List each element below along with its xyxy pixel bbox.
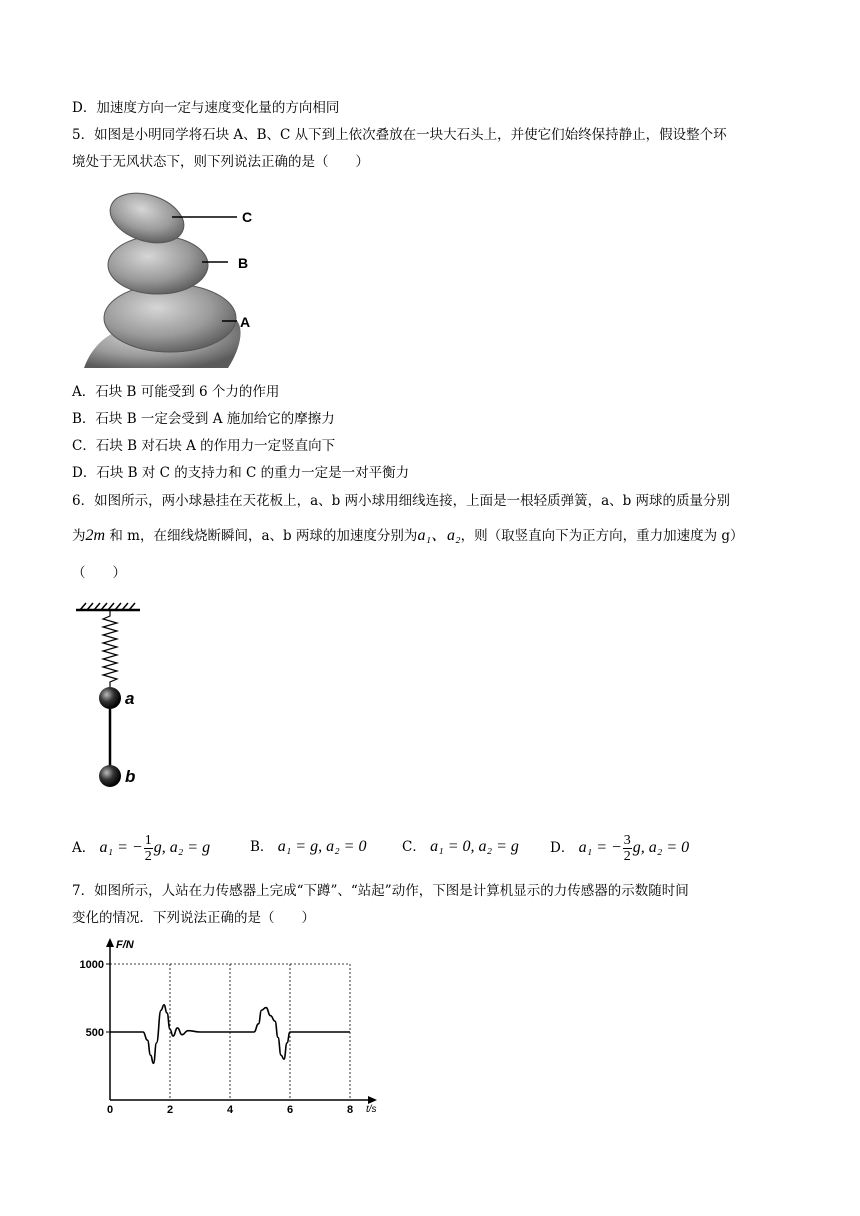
force-time-chart — [70, 935, 390, 1115]
stone-b — [108, 236, 208, 294]
spring — [103, 610, 117, 688]
x-tick-label: 8 — [346, 1104, 354, 1115]
q6-option-a: A． a₁ = − $\frac{1}{2}$ g, a₂ = g — [72, 833, 211, 864]
q7-stem-line2: 变化的情况．下列说法正确的是（ ） — [72, 910, 315, 926]
stacked-stones-figure — [80, 190, 280, 370]
q6-stem-line1: 6．如图所示，两小球悬挂在天花板上，a、b 两小球用细线连接，上面是一根轻质弹簧，a、b 两球的质量分别 — [72, 493, 731, 509]
ball-b-label: b — [125, 767, 136, 786]
label-b: B — [238, 255, 249, 271]
y-axis-label: F/N — [116, 939, 134, 951]
q4-option-d: D．加速度方向一定与速度变化量的方向相同 — [72, 100, 340, 116]
mass-2m: 2m — [85, 527, 106, 544]
q6-option-c: C． a₁ = 0, a₂ = g — [402, 838, 519, 855]
q6-stem-line3: （ ） — [72, 565, 126, 581]
spring-balls-figure — [70, 600, 180, 800]
y-tick-label: 500 — [85, 1027, 104, 1039]
ball-a — [99, 687, 121, 709]
q5-option-c: C．石块 B 对石块 A 的作用力一定竖直向下 — [72, 438, 336, 454]
x-tick-label: 2 — [166, 1104, 174, 1115]
label-c: C — [242, 209, 253, 225]
q5-option-d: D．石块 B 对 C 的支持力和 C 的重力一定是一对平衡力 — [72, 465, 410, 481]
x-tick-label: 4 — [226, 1104, 234, 1115]
ball-b — [99, 765, 121, 787]
q6-stem-line2: 为2m 和 m，在细线烧断瞬间，a、b 两球的加速度分别为a₁、a₂，则（取竖直向下为正方向，重力加速度为 g） — [72, 527, 744, 544]
x-tick-label: 0 — [106, 1104, 114, 1115]
q5-option-b: B．石块 B 一定会受到 A 施加给它的摩擦力 — [72, 411, 335, 427]
ball-a-label: a — [125, 689, 135, 708]
q5-stem-line2: 境处于无风状态下，则下列说法正确的是（ ） — [72, 154, 369, 170]
stone-a — [104, 284, 236, 352]
y-tick-label: 1000 — [79, 959, 104, 971]
q6-option-d: D． a₁ = − $\frac{3}{2}$ g, a₂ = 0 — [550, 833, 690, 864]
acc-symbols: a₁、a₂ — [417, 527, 461, 544]
y-axis-arrow — [106, 938, 114, 947]
label-a: A — [240, 314, 251, 330]
q7-stem-line1: 7．如图所示，人站在力传感器上完成“下蹲”、“站起”动作，下图是计算机显示的力传感器的示数随时间 — [72, 883, 689, 899]
q5-option-a: A．石块 B 可能受到 6 个力的作用 — [72, 384, 280, 400]
q6-option-b: B． a₁ = g, a₂ = 0 — [250, 838, 367, 855]
x-axis-arrow — [368, 1096, 377, 1104]
q5-stem-line1: 5．如图是小明同学将石块 A、B、C 从下到上依次叠放在一块大石头上，并使它们始终保持静止，假设整个环 — [72, 127, 727, 143]
x-axis-label: t/s — [366, 1104, 377, 1115]
x-tick-label: 6 — [286, 1104, 294, 1115]
